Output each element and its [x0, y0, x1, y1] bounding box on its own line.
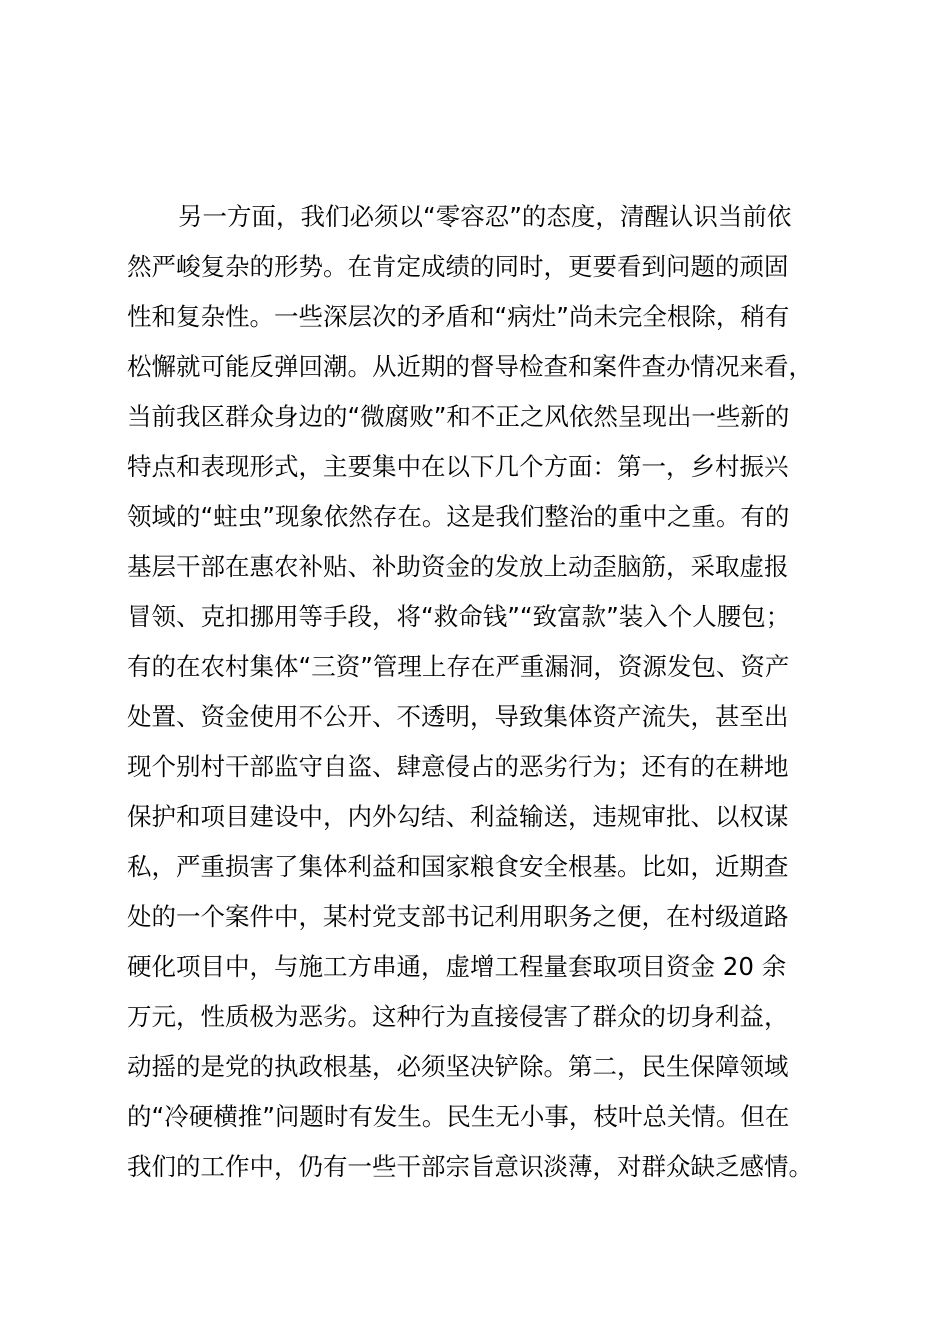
text-line: 万元，性质极为恶劣。这种行为直接侵害了群众的切身利益， — [127, 1002, 789, 1031]
text-line: 动摇的是党的执政根基，必须坚决铲除。第二，民生保障领域 — [127, 1052, 789, 1081]
text-line: 我们的工作中，仍有一些干部宗旨意识淡薄，对群众缺乏感情。 — [127, 1152, 813, 1181]
text-line: 另一方面，我们必须以“零容忍”的态度，清醒认识当前依 — [178, 202, 792, 231]
text-line: 处置、资金使用不公开、不透明，导致集体资产流失，甚至出 — [127, 702, 789, 731]
text-line: 处的一个案件中，某村党支部书记利用职务之便，在村级道路 — [127, 902, 789, 931]
text-line: 领域的“蛀虫”现象依然存在。这是我们整治的重中之重。有的 — [127, 502, 790, 531]
text-line: 特点和表现形式，主要集中在以下几个方面：第一，乡村振兴 — [127, 452, 789, 481]
text-line: 的“冷硬横推”问题时有发生。民生无小事，枝叶总关情。但在 — [127, 1102, 790, 1131]
text-line: 当前我区群众身边的“微腐败”和不正之风依然呈现出一些新的 — [127, 402, 790, 431]
text-line: 松懈就可能反弹回潮。从近期的督导检查和案件查办情况来看， — [127, 352, 813, 381]
text-line: 私，严重损害了集体利益和国家粮食安全根基。比如，近期查 — [127, 852, 789, 881]
text-line: 保护和项目建设中，内外勾结、利益输送，违规审批、以权谋 — [127, 802, 789, 831]
text-line: 硬化项目中，与施工方串通，虚增工程量套取项目资金 20 余 — [127, 952, 787, 981]
text-line: 然严峻复杂的形势。在肯定成绩的同时，更要看到问题的顽固 — [127, 252, 789, 281]
body-paragraph — [127, 192, 847, 1192]
text-line: 基层干部在惠农补贴、补助资金的发放上动歪脑筋，采取虚报 — [127, 552, 789, 581]
text-line: 冒领、克扣挪用等手段，将“救命钱”“致富款”装入个人腰包； — [127, 602, 791, 631]
text-line: 现个别村干部监守自盗、肆意侵占的恶劣行为；还有的在耕地 — [127, 752, 789, 781]
text-line: 有的在农村集体“三资”管理上存在严重漏洞，资源发包、资产 — [127, 652, 790, 681]
text-line: 性和复杂性。一些深层次的矛盾和“病灶”尚未完全根除，稍有 — [127, 302, 790, 331]
